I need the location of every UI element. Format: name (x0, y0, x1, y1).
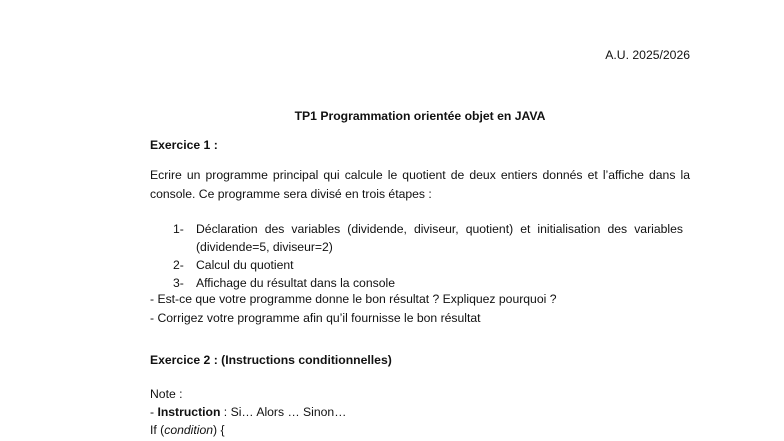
instruction-label: Instruction (157, 405, 221, 419)
if-prefix: If ( (150, 423, 165, 437)
if-suffix: ) { (213, 423, 225, 437)
step-text: Déclaration des variables (dividende, diviseur, quotient) et initialisation des variables (dividende=5, diviseur=2) (196, 222, 683, 254)
instruction-line (150, 405, 346, 419)
if-condition: condition (164, 423, 214, 437)
step-text: Affichage du résultat dans la console (196, 276, 395, 290)
step-text: Calcul du quotient (196, 258, 294, 272)
step-number: 3- (173, 276, 184, 290)
instruction-prefix: - (150, 405, 158, 419)
step-item (173, 274, 683, 292)
exercise2-heading: Exercice 2 : (Instructions conditionnelles) (150, 353, 392, 367)
step-item (173, 256, 683, 274)
question-1: - Est-ce que votre programme donne le bon résultat ? Expliquez pourquoi ? (150, 292, 557, 306)
exercise1-paragraph: Ecrire un programme principal qui calcule le quotient de deux entiers donnés et l’affiche dans la console. Ce programme sera divisé en trois étapes : (150, 168, 690, 201)
exercise1-steps (173, 220, 683, 292)
step-number: 2- (173, 258, 184, 272)
page-title: TP1 Programmation orientée objet en JAVA (294, 109, 546, 123)
step-number: 1- (173, 222, 184, 236)
academic-year: A.U. 2025/2026 (605, 48, 690, 62)
question-2: - Corrigez votre programme afin qu’il fournisse le bon résultat (150, 311, 481, 325)
instruction-text: : Si… Alors … Sinon… (220, 405, 347, 419)
exercise1-heading: Exercice 1 : (150, 138, 218, 152)
note-label: Note : (150, 387, 183, 401)
step-item (173, 220, 683, 256)
if-code-line (150, 423, 225, 437)
